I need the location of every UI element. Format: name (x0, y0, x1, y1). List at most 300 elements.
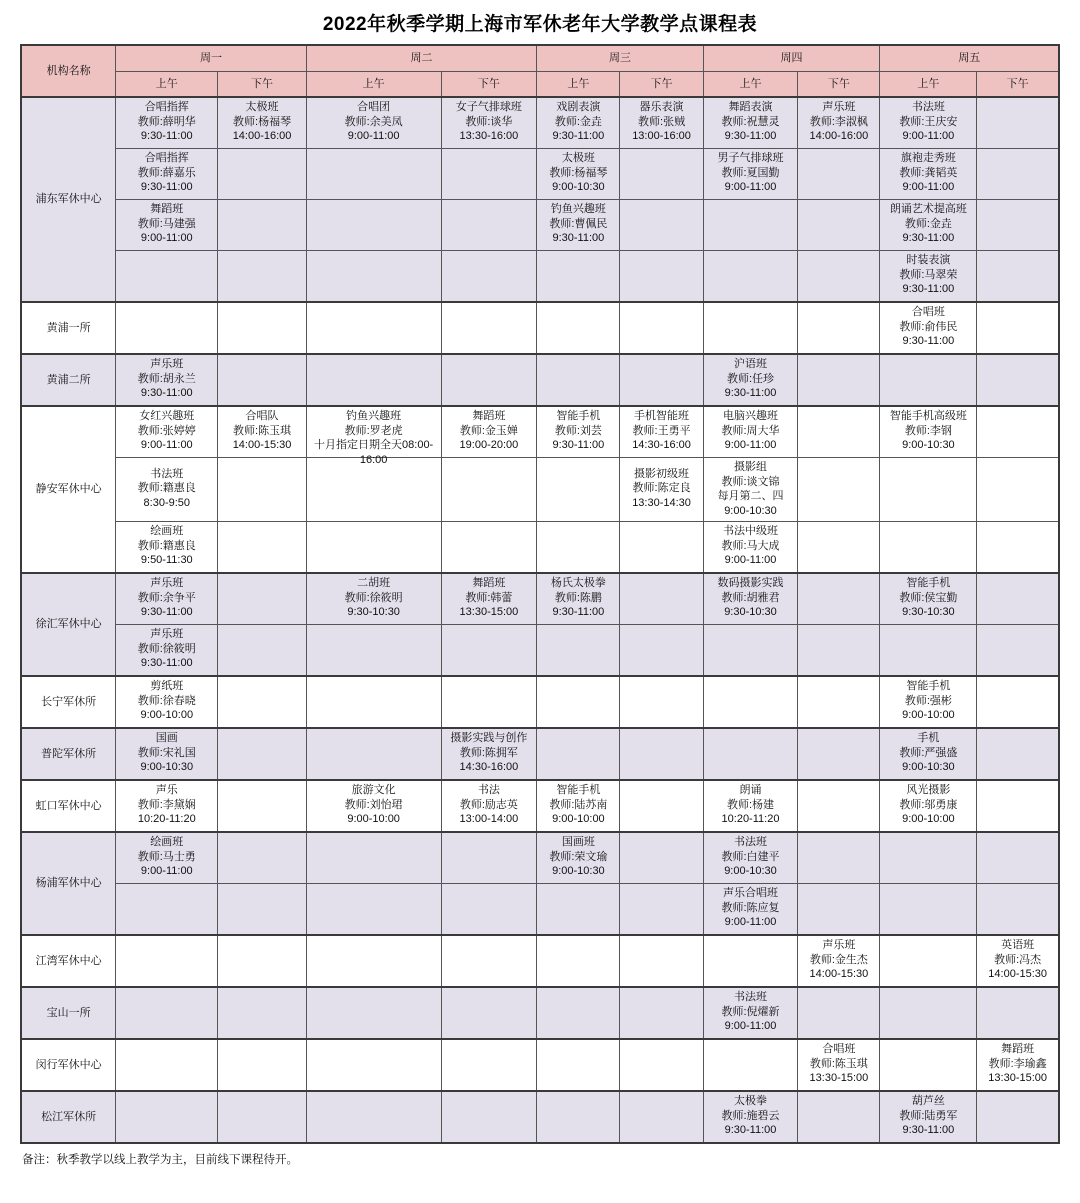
course-time: 9:30-11:00 (552, 130, 605, 143)
empty-cell (620, 676, 703, 728)
course-cell (703, 97, 798, 149)
course-name: 女红兴趣班 (139, 410, 195, 422)
course-teacher: 教师:徐筱明 (344, 591, 403, 604)
course-time: 9:30-11:00 (552, 232, 605, 245)
course-time: 9:30-11:00 (724, 130, 777, 143)
course-cell (537, 149, 620, 200)
course-name: 钓鱼兴趣班 (346, 410, 402, 422)
course-cell (703, 149, 798, 200)
course-cell (218, 97, 306, 149)
course-time: 14:00-15:30 (809, 968, 869, 981)
course-time: 9:30-11:00 (140, 606, 193, 619)
header-org-label: 机构名称 (21, 45, 116, 97)
course-name: 智能手机 (556, 410, 601, 422)
empty-cell (977, 832, 1059, 884)
empty-cell (537, 676, 620, 728)
course-cell (703, 1091, 798, 1143)
empty-cell (620, 987, 703, 1039)
empty-cell (441, 149, 537, 200)
course-cell (441, 406, 537, 458)
course-name: 合唱班 (822, 1043, 856, 1055)
course-cell (880, 573, 977, 625)
course-teacher: 教师:胡永兰 (137, 372, 196, 385)
course-time: 9:30-11:00 (140, 387, 193, 400)
course-teacher: 教师:励志英 (459, 798, 518, 811)
course-name: 剪纸班 (150, 680, 184, 692)
org-name-cell: 虹口军休中心 (21, 780, 116, 832)
course-time: 9:00-10:00 (902, 709, 955, 722)
course-name: 旅游文化 (351, 784, 396, 796)
course-name: 太极班 (245, 101, 279, 113)
table-row (21, 780, 1059, 832)
table-row (21, 251, 1059, 303)
empty-cell (798, 573, 880, 625)
empty-cell (218, 149, 306, 200)
table-row (21, 935, 1059, 987)
header-day-thursday: 周四 (703, 45, 880, 72)
course-time: 14:00-16:00 (809, 130, 869, 143)
course-cell (306, 780, 441, 832)
table-header (21, 45, 1059, 97)
empty-cell (306, 149, 441, 200)
course-name: 舞蹈表演 (728, 101, 773, 113)
org-name-cell: 闵行军休中心 (21, 1039, 116, 1091)
course-name: 国画 (155, 732, 178, 744)
course-name: 摄影组 (733, 461, 767, 473)
course-time: 9:00-10:30 (902, 761, 955, 774)
empty-cell (703, 625, 798, 677)
empty-cell (620, 354, 703, 406)
course-cell (703, 354, 798, 406)
table-row (21, 458, 1059, 522)
course-time: 9:00-10:00 (347, 813, 400, 826)
course-time: 19:00-20:00 (459, 439, 519, 452)
course-name: 智能手机高级班 (889, 410, 967, 422)
course-teacher: 教师:倪燿新 (721, 1005, 780, 1018)
empty-cell (306, 935, 441, 987)
course-teacher: 教师:陈定良 (632, 482, 691, 495)
empty-cell (620, 1091, 703, 1143)
course-teacher: 教师:宋礼国 (137, 746, 196, 759)
empty-cell (218, 676, 306, 728)
table-row (21, 97, 1059, 149)
empty-cell (977, 251, 1059, 303)
course-time: 9:30-11:00 (902, 1124, 955, 1137)
course-cell (116, 573, 218, 625)
course-cell (537, 573, 620, 625)
empty-cell (620, 832, 703, 884)
course-time: 9:00-10:00 (140, 709, 194, 722)
table-row (21, 522, 1059, 574)
empty-cell (441, 625, 537, 677)
empty-cell (880, 935, 977, 987)
course-teacher: 教师:籍惠良 (137, 482, 196, 495)
empty-cell (537, 1039, 620, 1091)
course-teacher: 教师:杨福琴 (549, 166, 608, 179)
course-name: 男子气排球班 (717, 152, 784, 164)
empty-cell (306, 251, 441, 303)
course-time: 9:00-11:00 (724, 1020, 777, 1033)
header-day-wednesday: 周三 (537, 45, 703, 72)
course-name: 电脑兴趣班 (722, 410, 778, 422)
course-name: 舞蹈班 (472, 577, 506, 589)
empty-cell (620, 251, 703, 303)
org-name-cell: 黄浦一所 (21, 302, 116, 354)
empty-cell (441, 522, 537, 574)
empty-cell (441, 302, 537, 354)
course-time: 9:00-10:30 (902, 439, 955, 452)
course-cell (620, 97, 703, 149)
course-name: 数码摄影实践 (717, 577, 784, 589)
course-name: 绘画班 (150, 836, 184, 848)
course-name: 合唱班 (911, 306, 945, 318)
course-name: 手机智能班 (634, 410, 690, 422)
empty-cell (798, 200, 880, 251)
empty-cell (620, 149, 703, 200)
course-cell (703, 780, 798, 832)
empty-cell (116, 302, 218, 354)
course-name: 风光摄影 (906, 784, 951, 796)
course-teacher: 教师:李瑜鑫 (988, 1057, 1047, 1070)
empty-cell (537, 884, 620, 936)
course-cell (441, 728, 537, 780)
course-time: 9:00-11:00 (724, 916, 777, 929)
empty-cell (703, 676, 798, 728)
table-row (21, 406, 1059, 458)
table-row (21, 676, 1059, 728)
empty-cell (703, 302, 798, 354)
empty-cell (218, 780, 306, 832)
course-teacher: 教师:陈鹏 (554, 591, 602, 604)
empty-cell (537, 251, 620, 303)
table-row (21, 354, 1059, 406)
empty-cell (306, 832, 441, 884)
course-cell (703, 573, 798, 625)
empty-cell (703, 1039, 798, 1091)
course-cell (880, 302, 977, 354)
empty-cell (620, 573, 703, 625)
empty-cell (306, 354, 441, 406)
empty-cell (798, 149, 880, 200)
course-teacher: 教师:陈玉琪 (809, 1057, 868, 1070)
empty-cell (977, 987, 1059, 1039)
course-time: 13:30-15:00 (809, 1072, 869, 1085)
course-cell (116, 728, 218, 780)
empty-cell (218, 625, 306, 677)
course-time: 9:30-10:30 (724, 606, 777, 619)
empty-cell (218, 1091, 306, 1143)
course-teacher: 教师:李钢 (904, 424, 952, 437)
empty-cell (880, 987, 977, 1039)
header-day-friday: 周五 (880, 45, 1059, 72)
course-teacher: 教师:陆勇军 (899, 1109, 958, 1122)
empty-cell (306, 302, 441, 354)
course-teacher: 教师:冯杰 (994, 953, 1042, 966)
empty-cell (537, 987, 620, 1039)
empty-cell (620, 884, 703, 936)
course-teacher: 教师:籍惠良 (137, 539, 196, 552)
course-cell (116, 676, 218, 728)
course-teacher: 教师:侯宝勤 (899, 591, 958, 604)
empty-cell (116, 987, 218, 1039)
course-teacher: 教师:龚韬英 (899, 166, 958, 179)
empty-cell (116, 935, 218, 987)
table-row (21, 200, 1059, 251)
empty-cell (620, 780, 703, 832)
course-name: 朗诵艺术提高班 (889, 203, 967, 215)
course-cell (537, 200, 620, 251)
empty-cell (441, 1039, 537, 1091)
empty-cell (218, 884, 306, 936)
course-cell (116, 780, 218, 832)
course-time: 9:00-10:30 (724, 865, 777, 878)
empty-cell (306, 458, 441, 522)
empty-cell (977, 573, 1059, 625)
course-time: 9:30-10:30 (347, 606, 400, 619)
course-time: 13:30-15:00 (459, 606, 519, 619)
course-name: 绘画班 (150, 525, 184, 537)
course-name: 合唱指挥 (144, 101, 189, 113)
empty-cell (703, 935, 798, 987)
table-row (21, 1039, 1059, 1091)
course-time: 9:30-11:00 (902, 283, 955, 296)
course-name: 手机 (917, 732, 940, 744)
course-name: 旗袍走秀班 (900, 152, 956, 164)
course-name: 朗诵 (739, 784, 762, 796)
empty-cell (798, 832, 880, 884)
empty-cell (218, 200, 306, 251)
empty-cell (537, 728, 620, 780)
course-time: 14:00-15:30 (232, 439, 292, 452)
course-teacher: 教师:马大成 (721, 539, 780, 552)
empty-cell (620, 200, 703, 251)
course-cell (537, 406, 620, 458)
empty-cell (441, 884, 537, 936)
course-teacher: 教师:陈应复 (721, 901, 780, 914)
course-time: 9:30-11:00 (140, 181, 193, 194)
course-teacher: 教师:罗老虎 (344, 424, 403, 437)
empty-cell (537, 302, 620, 354)
table-body (21, 97, 1059, 1143)
table-row (21, 625, 1059, 677)
table-row (21, 987, 1059, 1039)
course-name: 太极拳 (733, 1095, 767, 1107)
table-row (21, 884, 1059, 936)
course-cell (306, 573, 441, 625)
course-name: 太极班 (561, 152, 595, 164)
empty-cell (798, 676, 880, 728)
course-cell (798, 935, 880, 987)
course-teacher: 教师:陆苏南 (549, 798, 608, 811)
course-cell (977, 1039, 1059, 1091)
header-half-wed-pm: 下午 (620, 72, 703, 98)
course-time: 9:00-11:00 (347, 130, 400, 143)
org-name-cell: 杨浦军休中心 (21, 832, 116, 935)
course-name: 女子气排球班 (455, 101, 522, 113)
empty-cell (977, 458, 1059, 522)
course-time: 9:00-10:00 (552, 813, 605, 826)
course-teacher: 教师:薛嘉乐 (137, 166, 196, 179)
course-cell (703, 458, 798, 522)
course-time: 每月第二、四 (717, 490, 784, 503)
course-name: 书法班 (150, 467, 184, 480)
empty-cell (218, 302, 306, 354)
empty-cell (880, 458, 977, 522)
empty-cell (441, 935, 537, 987)
header-half-tue-pm: 下午 (441, 72, 537, 98)
empty-cell (880, 884, 977, 936)
empty-cell (218, 728, 306, 780)
header-half-mon-pm: 下午 (218, 72, 306, 98)
empty-cell (798, 625, 880, 677)
course-teacher: 教师:严强盛 (899, 746, 958, 759)
course-name: 书法班 (911, 101, 945, 113)
course-time: 13:00-14:00 (459, 813, 519, 826)
empty-cell (306, 1039, 441, 1091)
course-teacher: 教师:祝慧灵 (721, 115, 780, 128)
course-time: 9:00-11:00 (902, 130, 955, 143)
course-name: 声乐班 (150, 577, 184, 589)
course-time: 9:30-11:00 (140, 657, 193, 670)
empty-cell (703, 728, 798, 780)
empty-cell (537, 935, 620, 987)
course-cell (977, 935, 1059, 987)
course-cell (116, 149, 218, 200)
table-row (21, 728, 1059, 780)
course-teacher: 教师:曹佩民 (549, 217, 608, 230)
empty-cell (306, 676, 441, 728)
course-teacher: 教师:韩蕾 (465, 591, 513, 604)
course-name: 杨氏太极拳 (550, 577, 606, 589)
course-teacher: 教师:马翠荣 (899, 268, 958, 281)
course-teacher: 教师:张婷婷 (137, 424, 196, 437)
header-half-thu-pm: 下午 (798, 72, 880, 98)
course-schedule-table (20, 44, 1060, 1144)
empty-cell (798, 406, 880, 458)
empty-cell (880, 354, 977, 406)
empty-cell (537, 458, 620, 522)
course-name: 器乐表演 (639, 101, 684, 113)
course-name: 二胡班 (357, 577, 391, 589)
course-name: 声乐班 (150, 358, 184, 370)
course-teacher: 教师:余美凤 (344, 115, 403, 128)
course-cell (880, 97, 977, 149)
table-row (21, 302, 1059, 354)
course-cell (798, 97, 880, 149)
course-time: 9:30-11:00 (552, 439, 605, 452)
org-name-cell: 江湾军休中心 (21, 935, 116, 987)
course-cell (537, 780, 620, 832)
empty-cell (218, 1039, 306, 1091)
empty-cell (977, 354, 1059, 406)
org-name-cell: 浦东军休中心 (21, 97, 116, 302)
course-cell (620, 406, 703, 458)
empty-cell (306, 200, 441, 251)
header-half-fri-pm: 下午 (977, 72, 1059, 98)
course-teacher: 教师:周大华 (721, 424, 780, 437)
course-teacher: 教师:刘芸 (554, 424, 602, 437)
course-cell (116, 97, 218, 149)
org-name-cell: 长宁军休所 (21, 676, 116, 728)
course-time: 9:00-11:00 (724, 439, 777, 452)
empty-cell (441, 1091, 537, 1143)
course-cell (116, 625, 218, 677)
org-name-cell: 松江军休所 (21, 1091, 116, 1143)
course-cell (703, 832, 798, 884)
org-name-cell: 静安军休中心 (21, 406, 116, 573)
course-time: 14:30-16:00 (632, 439, 691, 452)
course-cell (703, 884, 798, 936)
course-name: 合唱团 (357, 101, 391, 113)
empty-cell (977, 522, 1059, 574)
empty-cell (537, 625, 620, 677)
empty-cell (218, 987, 306, 1039)
course-teacher: 教师:金生杰 (809, 953, 868, 966)
empty-cell (620, 1039, 703, 1091)
course-time: 9:30-11:00 (724, 387, 777, 400)
course-cell (441, 780, 537, 832)
course-time: 8:30-9:50 (143, 496, 191, 509)
empty-cell (306, 987, 441, 1039)
empty-cell (798, 522, 880, 574)
org-name-cell: 徐汇军休中心 (21, 573, 116, 676)
course-cell (703, 522, 798, 574)
empty-cell (798, 302, 880, 354)
course-cell (116, 832, 218, 884)
header-day-monday: 周一 (116, 45, 307, 72)
course-time: 9:30-11:00 (902, 232, 955, 245)
empty-cell (620, 625, 703, 677)
empty-cell (620, 935, 703, 987)
course-cell (306, 97, 441, 149)
course-cell (880, 1091, 977, 1143)
course-name: 国画班 (561, 836, 595, 848)
empty-cell (798, 1091, 880, 1143)
course-cell (880, 780, 977, 832)
course-teacher: 教师:白建平 (721, 850, 780, 863)
course-cell (880, 406, 977, 458)
course-time: 十月指定日期全天08:00-16:00 (314, 439, 434, 466)
empty-cell (306, 522, 441, 574)
empty-cell (703, 251, 798, 303)
course-name: 书法班 (733, 991, 767, 1003)
empty-cell (441, 832, 537, 884)
course-teacher: 教师:张贼 (638, 115, 686, 128)
header-half-thu-am: 上午 (703, 72, 798, 98)
course-time: 13:30-15:00 (988, 1072, 1048, 1085)
course-name: 声乐班 (822, 939, 856, 951)
course-name: 书法班 (733, 836, 767, 848)
empty-cell (977, 97, 1059, 149)
course-teacher: 教师:强彬 (904, 694, 952, 707)
course-name: 舞蹈班 (1001, 1043, 1035, 1055)
empty-cell (977, 625, 1059, 677)
empty-cell (306, 625, 441, 677)
course-teacher: 教师:徐春晓 (137, 694, 196, 707)
course-name: 声乐 (155, 784, 178, 796)
empty-cell (537, 522, 620, 574)
course-name: 智能手机 (906, 577, 951, 589)
header-row-days (21, 45, 1059, 72)
course-time: 9:00-11:00 (724, 181, 777, 194)
course-cell (880, 728, 977, 780)
empty-cell (703, 200, 798, 251)
course-teacher: 教师:谈文锦 (721, 475, 780, 488)
org-name-cell: 黄浦二所 (21, 354, 116, 406)
course-time: 9:30-11:00 (902, 335, 955, 348)
course-time: 10:20-11:20 (721, 813, 780, 826)
course-cell (703, 987, 798, 1039)
